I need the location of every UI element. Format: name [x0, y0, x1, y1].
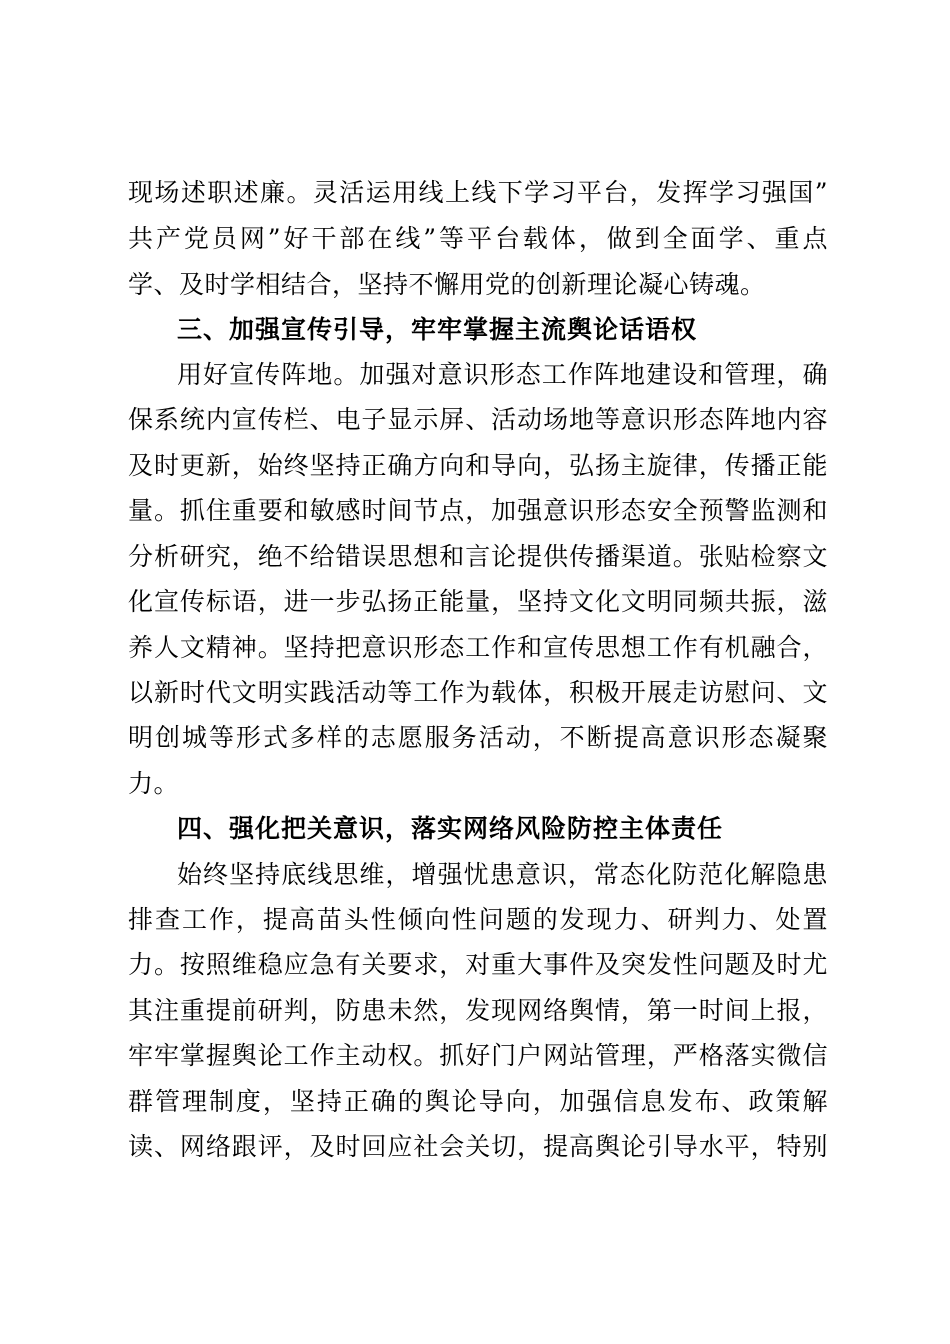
- paragraph-line: 排查工作，提高苗头性倾向性问题的发现力、研判力、处置: [128, 905, 828, 934]
- paragraph-line: 学、及时学相结合，坚持不懈用党的创新理论凝心铸魂。: [128, 270, 766, 299]
- paragraph-line: 力。按照维稳应急有关要求，对重大事件及突发性问题及时尤: [128, 950, 828, 979]
- paragraph-line: 养人文精神。坚持把意识形态工作和宣传思想工作有机融合，: [128, 633, 828, 662]
- paragraph-line: 分析研究，绝不给错误思想和言论提供传播渠道。张贴检察文: [128, 542, 828, 571]
- paragraph-line: 及时更新，始终坚持正确方向和导向，弘扬主旋律，传播正能: [128, 451, 828, 480]
- section-heading-3: 三、加强宣传引导，牢牢掌握主流舆论话语权: [177, 315, 698, 344]
- paragraph-line: 牢牢掌握舆论工作主动权。抓好门户网站管理，严格落实微信: [128, 1041, 828, 1070]
- paragraph-line: 用好宣传阵地。加强对意识形态工作阵地建设和管理，确: [177, 360, 828, 389]
- paragraph-line: 群管理制度，坚持正确的舆论导向，加强信息发布、政策解: [128, 1087, 828, 1116]
- paragraph-line: 现场述职述廉。灵活运用线上线下学习平台，发挥学习强国”: [128, 178, 828, 207]
- paragraph-line: 保系统内宣传栏、电子显示屏、活动场地等意识形态阵地内容: [128, 405, 828, 434]
- paragraph-line: 读、网络跟评，及时回应社会关切，提高舆论引导水平，特别: [128, 1132, 828, 1161]
- paragraph-line: 共产党员网”好干部在线”等平台载体，做到全面学、重点: [128, 224, 828, 253]
- section-heading-4: 四、强化把关意识，落实网络风险防控主体责任: [177, 814, 724, 843]
- paragraph-line: 以新时代文明实践活动等工作为载体，积极开展走访慰问、文: [128, 678, 828, 707]
- paragraph-line: 其注重提前研判，防患未然，发现网络舆情，第一时间上报，: [128, 996, 828, 1025]
- paragraph-line: 明创城等形式多样的志愿服务活动，不断提高意识形态凝聚: [128, 723, 828, 752]
- paragraph-line: 化宣传标语，进一步弘扬正能量，坚持文化文明同频共振，滋: [128, 587, 828, 616]
- paragraph-line: 力。: [128, 769, 180, 798]
- paragraph-line: 量。抓住重要和敏感时间节点，加强意识形态安全预警监测和: [128, 496, 828, 525]
- paragraph-line: 始终坚持底线思维，增强忧患意识，常态化防范化解隐患: [177, 860, 828, 889]
